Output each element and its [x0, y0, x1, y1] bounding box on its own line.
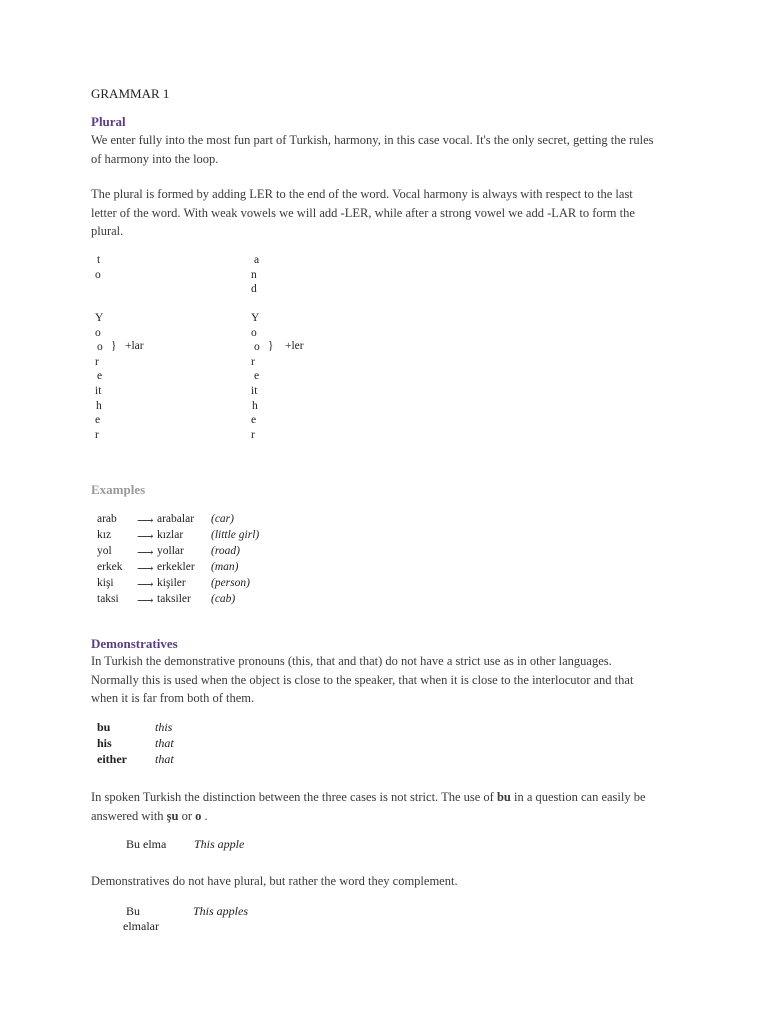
right-suffix: +ler — [285, 340, 304, 352]
page-title: GRAMMAR 1 — [91, 86, 170, 101]
right-column-stack — [251, 311, 260, 442]
demonstrative-meaning: this — [155, 720, 173, 734]
left-column-top — [95, 253, 101, 282]
example-apples-tr-line2: elmalar — [123, 919, 159, 933]
example-word: kız — [97, 529, 112, 541]
spoken-line — [91, 807, 691, 826]
spoken-line — [91, 788, 691, 807]
arrow-icon: ⟶ — [137, 515, 154, 527]
left-brace: } — [111, 340, 117, 352]
example-apples-tr-line1: Bu — [126, 904, 141, 918]
vert-letter: o — [95, 326, 101, 339]
example-apples-en: This apples — [193, 904, 249, 918]
spoken-o: o — [195, 808, 202, 823]
vert-letter: a — [254, 254, 260, 266]
vert-letter: r — [251, 355, 255, 368]
demonstrative-word: either — [97, 752, 127, 766]
vert-letter: e — [97, 370, 103, 383]
arrow-icon: ⟶ — [137, 531, 154, 543]
vert-letter: o — [254, 341, 260, 354]
example-plural: arabalar — [157, 513, 195, 525]
example-word: taksi — [97, 593, 119, 605]
example-meaning: (little girl) — [211, 529, 260, 541]
vert-letter: h — [252, 399, 258, 412]
example-plural: kişiler — [157, 577, 186, 589]
vert-letter: r — [95, 428, 99, 441]
vert-letter: e — [251, 414, 257, 427]
vert-letter: e — [95, 414, 101, 427]
spoken-text: answered with — [91, 808, 167, 823]
example-plural: kızlar — [157, 529, 184, 541]
left-column-stack — [95, 311, 103, 442]
examples-heading: Examples — [91, 482, 146, 497]
demonstratives-intro-line: In Turkish the demonstrative pronouns (this, that and that) do not have a strict use as in other languages. — [91, 654, 612, 668]
example-apple-en: This apple — [194, 837, 245, 851]
spoken-bu: bu — [496, 790, 511, 804]
example-word: yol — [97, 545, 112, 557]
example-apple-tr: Bu elma — [126, 837, 167, 851]
demonstratives-heading: Demonstratives — [91, 636, 178, 651]
demonstrative-word: bu — [97, 720, 111, 734]
vert-letter: Y — [251, 312, 260, 324]
plural-intro — [91, 131, 691, 168]
demonstratives-intro — [91, 652, 691, 708]
spoken-paragraph — [91, 788, 691, 825]
demonstratives-intro-line: when it is far from both of them. — [91, 691, 255, 705]
example-word: kişi — [97, 577, 114, 589]
arrow-icon: ⟶ — [137, 547, 154, 559]
example-meaning: (person) — [211, 577, 250, 589]
plural-rule-line: letter of the word. With weak vowels we will add -LER, while after a strong vowel we add -LAR to form the — [91, 205, 635, 220]
spoken-su: şu — [166, 808, 179, 823]
arrow-icon: ⟶ — [137, 579, 154, 591]
plural-heading: Plural — [91, 114, 126, 129]
vert-letter: e — [254, 370, 260, 383]
vert-letter: h — [96, 399, 102, 412]
plural-rule — [91, 185, 691, 241]
right-column-top — [251, 253, 259, 297]
arrow-icon: ⟶ — [137, 595, 154, 607]
example-plural: erkekler — [157, 561, 195, 573]
vert-letter: n — [251, 268, 257, 281]
right-brace: } — [268, 340, 274, 352]
example-meaning: (cab) — [211, 593, 236, 605]
vert-letter: r — [251, 428, 255, 441]
vert-letter: r — [95, 355, 99, 368]
vert-letter: Y — [95, 312, 104, 324]
spoken-text: . — [201, 808, 208, 823]
example-plural: yollar — [157, 545, 184, 557]
plural-intro-line: of harmony into the loop. — [91, 151, 219, 166]
spoken-text: in a question can easily be — [510, 790, 646, 804]
example-plural: taksiler — [157, 593, 191, 605]
example-meaning: (road) — [211, 545, 240, 557]
demonstrative-meaning: that — [155, 736, 174, 750]
example-word: arab — [97, 513, 117, 525]
left-suffix: +lar — [125, 340, 144, 352]
vert-letter: d — [251, 283, 257, 296]
spoken-text: or — [178, 808, 196, 823]
example-meaning: (car) — [211, 513, 234, 525]
vert-letter: o — [95, 268, 101, 281]
demonstratives-intro-line: Normally this is used when the object is close to the speaker, that when it is close to the interlocutor and that — [91, 672, 634, 687]
demonstrative-meaning: that — [155, 752, 174, 766]
plural-rule-line: The plural is formed by adding LER to the end of the word. Vocal harmony is always with respect to the last — [91, 187, 633, 201]
vert-letter: it — [251, 384, 258, 397]
spoken-text: In spoken Turkish the distinction between the three cases is not strict. The use of — [91, 790, 497, 804]
plural-intro-line: We enter fully into the most fun part of Turkish, harmony, in this case vocal. It's the only secret, getting the rules — [91, 133, 654, 147]
example-meaning: (man) — [211, 561, 239, 573]
example-word: erkek — [97, 561, 123, 573]
vert-letter: t — [97, 254, 101, 266]
vert-letter: it — [95, 384, 102, 397]
plural-note: Demonstratives do not have plural, but rather the word they complement. — [91, 874, 458, 888]
arrow-icon: ⟶ — [137, 563, 154, 575]
plural-rule-line: plural. — [91, 224, 124, 238]
demonstrative-word: his — [97, 736, 112, 750]
vert-letter: o — [97, 341, 103, 354]
vert-letter: o — [251, 326, 257, 339]
